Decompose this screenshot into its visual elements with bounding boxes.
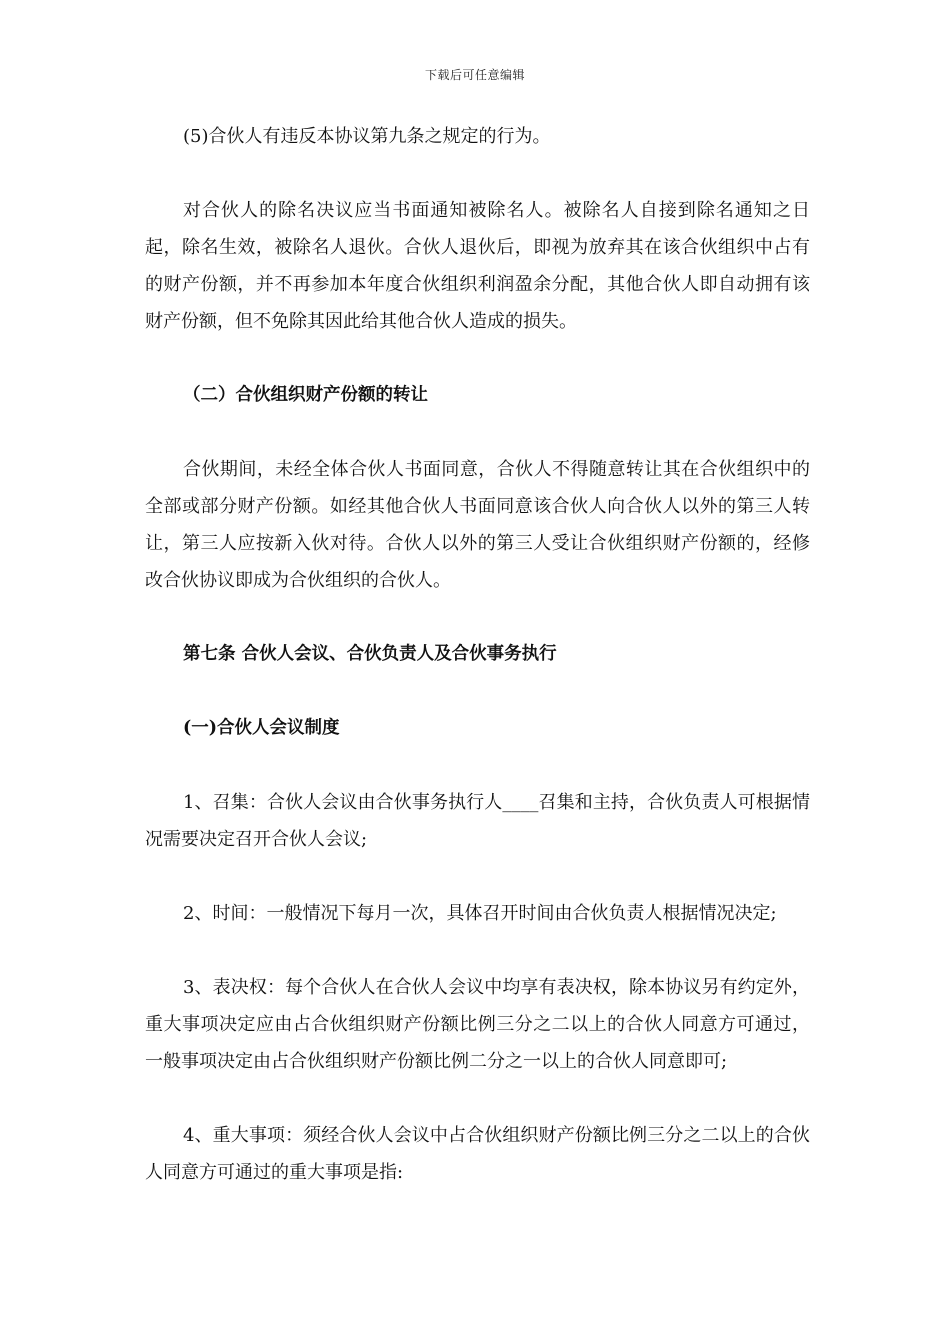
spacer [145, 599, 810, 636]
paragraph-item-3: 3、表决权：每个合伙人在合伙人会议中均享有表决权，除本协议另有约定外，重大事项决定应由占合伙组织财产份额比例三分之二以上的合伙人同意方可通过，一般事项决定由占合伙组织财产份额比例二分之一以上的合伙人同意即可; [145, 977, 810, 1072]
paragraph-item-2: 2、时间：一般情况下每月一次，具体召开时间由合伙负责人根据情况决定; [183, 903, 777, 924]
spacer [145, 932, 810, 969]
article-heading-7: 第七条 合伙人会议、合伙负责人及合伙事务执行 [183, 644, 557, 664]
spacer [145, 747, 810, 784]
paragraph-expulsion-notice: 对合伙人的除名决议应当书面通知被除名人。被除名人自接到除名通知之日起，除名生效，被除名人退伙。合伙人退伙后，即视为放弃其在该合伙组织中占有的财产份额，并不再参加本年度合伙组织利润盈余分配，其他合伙人即自动拥有该财产份额，但不免除其因此给其他合伙人造成的损失。 [145, 200, 810, 332]
paragraph-item-1: 1、召集：合伙人会议由合伙事务执行人____召集和主持，合伙负责人可根据情况需要决定召开合伙人会议; [145, 792, 810, 850]
spacer [145, 1080, 810, 1117]
spacer [145, 414, 810, 451]
spacer [145, 155, 810, 192]
paragraph-item-4: 4、重大事项：须经合伙人会议中占合伙组织财产份额比例三分之二以上的合伙人同意方可通过的重大事项是指: [145, 1125, 810, 1183]
paragraph-transfer-rules: 合伙期间，未经全体合伙人书面同意，合伙人不得随意转让其在合伙组织中的全部或部分财产份额。如经其他合伙人书面同意该合伙人向合伙人以外的第三人转让，第三人应按新入伙对待。合伙人以外的第三人受让合伙组织财产份额的，经修改合伙协议即成为合伙组织的合伙人。 [145, 459, 810, 591]
spacer [145, 340, 810, 377]
document-body [145, 118, 810, 1191]
spacer [145, 673, 810, 710]
paragraph-clause-5: (5)合伙人有违反本协议第九条之规定的行为。 [183, 126, 551, 147]
page-header: 下载后可任意编辑 [424, 68, 525, 82]
section-heading-meeting: (一)合伙人会议制度 [183, 718, 340, 738]
section-heading-transfer: （二）合伙组织财产份额的转让 [183, 385, 428, 405]
spacer [145, 858, 810, 895]
